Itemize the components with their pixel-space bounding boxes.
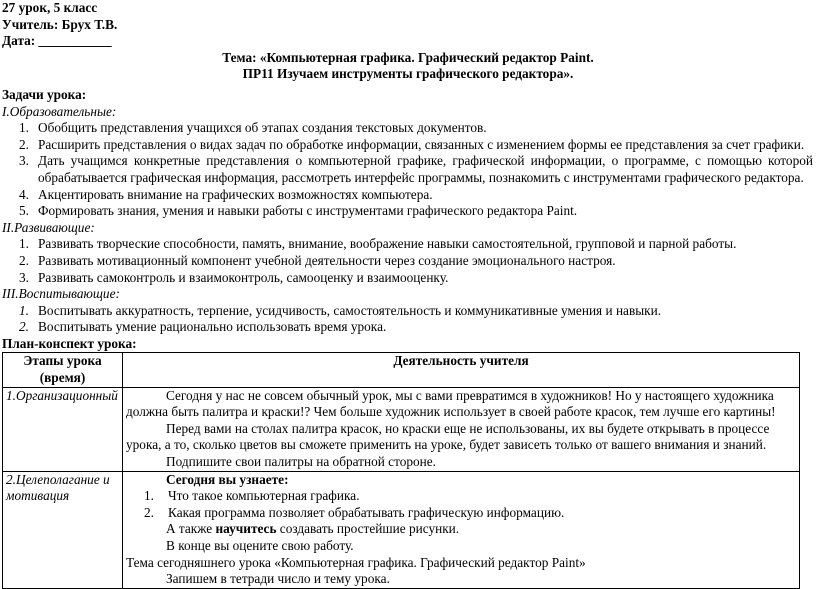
list-item: 2. Какая программа позволяет обрабатывать графическую информацию. (144, 504, 565, 520)
section-heading-upbringing: III.Воспитывающие: (2, 286, 120, 302)
table-row (3, 471, 800, 588)
list-item: 4. Акцентировать внимание на графических возможностях компьютера. (19, 186, 433, 202)
list-item: 2. Воспитывать умение рационально использовать время урока. (19, 319, 387, 335)
list-item: 3. Развивать самоконтроль и взаимоконтроль, самооценку и взаимооценку. (19, 269, 449, 285)
activity-cell (123, 387, 800, 471)
list-item: 1. Что такое компьютерная графика. (144, 488, 360, 504)
stage-cell: 2.Целеполагание и мотивация (3, 471, 123, 588)
activity-paragraph: В конце вы оцените свою работу. (166, 538, 354, 553)
section-heading-educational: I.Образовательные: (2, 103, 117, 119)
upbringing-goals-list (2, 303, 814, 336)
table-header-row (3, 353, 800, 387)
list-item: 3. Дать учащимся конкретные представления о компьютерной графике, графической информации, о программе, с помощью которой обрабатывается графическая информация, рассмотреть интерфейс программы, познакомить с инструментами графического редактора. (19, 153, 813, 185)
lesson-plan-document (2, 0, 814, 589)
section-heading-developing: II.Развивающие: (2, 219, 95, 235)
activity-cell (123, 471, 800, 588)
column-header-teacher-activity: Деятельность учителя (123, 353, 800, 387)
list-item: 2. Расширить представления о видах задач по обработке информации, связанных с изменением формы ее представления за счет графики. (19, 136, 805, 152)
lesson-number: 27 урок, 5 класс (2, 0, 98, 15)
educational-goals-list (2, 120, 814, 220)
developing-goals-list (2, 236, 814, 286)
topic-line-2: ПР11 Изучаем инструменты графического редактора». (242, 66, 574, 82)
list-item: 1. Воспитывать аккуратность, терпение, усидчивость, самостоятельность и коммуникативные умения и навыки. (19, 302, 662, 318)
list-item: 1. Развивать творческие способности, память, внимание, воображение навыки самостоятельной, групповой и парной работы. (19, 236, 737, 252)
column-header-stages: Этапы урока (время) (3, 353, 123, 387)
activity-paragraph: Запишем в тетради число и тему урока. (166, 571, 390, 587)
lesson-date: Дата: ___________ (2, 33, 112, 49)
tasks-title: Задачи урока: (2, 86, 87, 102)
activity-paragraph: А также научитесь создавать простейшие рисунки. (166, 521, 460, 537)
list-item: 2. Развивать мотивационный компонент учебной деятельности через создание эмоционального настроя. (19, 252, 616, 268)
teacher-name: Учитель: Брух Т.В. (2, 16, 118, 32)
activity-paragraph: Перед вами на столах палитра красок, но краски еще не использованы, их вы будете открывать в процессе урока, а то, сколько цветов вы сможете применить на уроке, будет зависеть только от вашего внимания и знаний. (126, 420, 770, 453)
stage-cell: 1.Организационный (3, 387, 123, 471)
learn-title: Сегодня вы узнаете: (166, 471, 289, 487)
table-row (3, 387, 800, 471)
activity-paragraph: Тема сегодняшнего урока «Компьютерная графика. Графический редактор Paint» (126, 554, 586, 570)
list-item: 5. Формировать знания, умения и навыки работы с инструментами графического редактора Paint. (19, 203, 578, 219)
plan-title: План-конспект урока: (2, 335, 137, 351)
activity-paragraph: Подпишите свои палитры на обратной стороне. (166, 454, 437, 470)
activity-paragraph: Сегодня у нас не совсем обычный урок, мы с вами превратимся в художников! Но у настоящего художника должна быть палитра и краски!? Чем больше художник использует в своей работе красок, тем лучше его картины! (126, 387, 776, 420)
topic-line-1: Тема: «Компьютерная графика. Графический редактор Paint. (222, 49, 594, 65)
list-item: 1. Обобщить представления учащихся об этапах создания текстовых документов. (19, 120, 487, 136)
lesson-plan-table (2, 352, 800, 588)
